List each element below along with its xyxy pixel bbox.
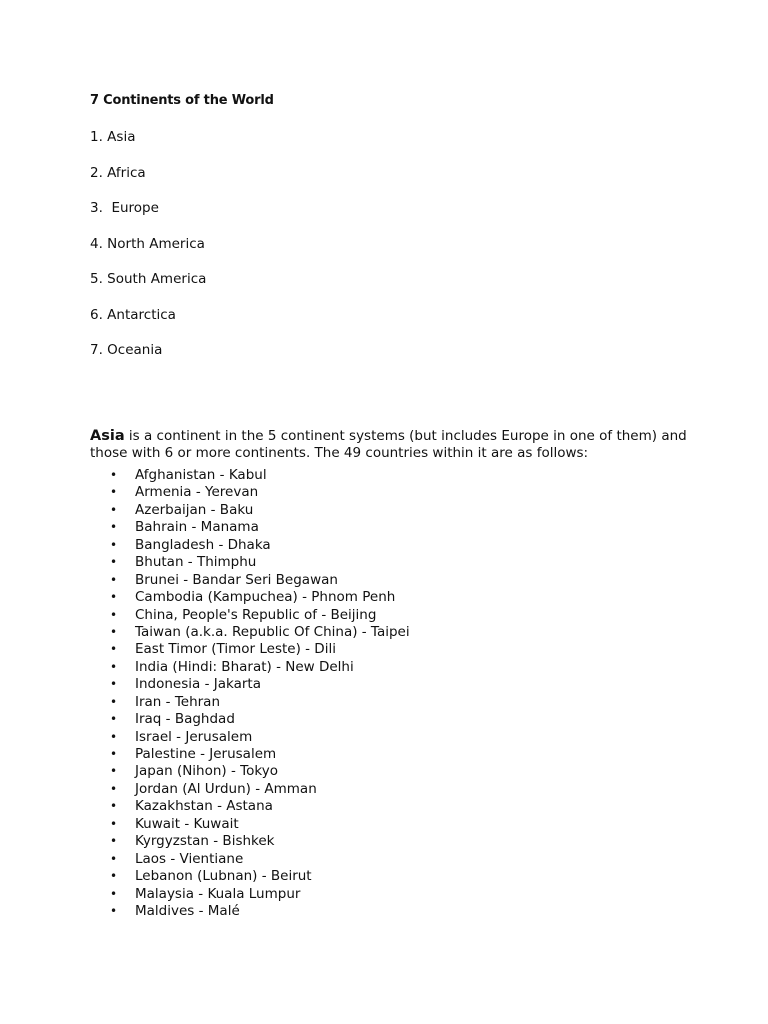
continent-item: 1. Asia (90, 129, 136, 145)
country-capital-text: Israel - Jerusalem (135, 728, 253, 745)
bullet-icon: • (110, 903, 118, 918)
country-capital-text: Bhutan - Thimphu (135, 554, 257, 571)
continent-item: 7. Oceania (90, 342, 163, 358)
country-capital-text: China, People's Republic of - Beijing (135, 606, 377, 623)
bullet-icon: • (110, 781, 118, 796)
country-capital-text: Armenia - Yerevan (135, 484, 259, 501)
bullet-icon: • (110, 659, 118, 674)
country-capital-text: Indonesia - Jakarta (135, 676, 261, 693)
country-capital-text: Taiwan (a.k.a. Republic Of China) - Taipei (135, 623, 410, 640)
country-capital-text: Bangladesh - Dhaka (135, 536, 271, 553)
bullet-icon: • (110, 520, 118, 535)
bullet-icon: • (110, 624, 118, 639)
asia-intro-text: is a continent in the 5 continent systems (but includes Europe in one of them) and those with 6 or more continents. The 49 countries within it are as follows: (90, 427, 687, 461)
bullet-icon: • (110, 886, 118, 901)
bullet-icon: • (110, 502, 118, 517)
bullet-icon: • (110, 712, 118, 727)
country-capital-text: Brunei - Bandar Seri Begawan (135, 571, 338, 588)
country-capital-text: Afghanistan - Kabul (135, 467, 267, 483)
country-capital-text: India (Hindi: Bharat) - New Delhi (135, 658, 354, 675)
bullet-icon: • (110, 851, 118, 866)
bullet-icon: • (110, 694, 118, 709)
bullet-icon: • (110, 816, 118, 831)
country-capital-text: East Timor (Timor Leste) - Dili (135, 641, 336, 658)
bullet-icon: • (110, 677, 118, 692)
bullet-icon: • (110, 747, 118, 761)
bullet-icon: • (110, 555, 118, 570)
bullet-icon: • (110, 729, 118, 744)
bullet-icon: • (110, 764, 118, 779)
continent-list (90, 129, 206, 378)
bullet-icon: • (110, 485, 118, 500)
country-capital-text: Palestine - Jerusalem (135, 746, 277, 762)
bullet-icon: • (110, 834, 118, 849)
continent-item: 2. Africa (90, 164, 146, 181)
country-capital-text: Kuwait - Kuwait (135, 815, 239, 832)
bullet-icon: • (110, 468, 118, 482)
continent-item: 4. North America (90, 235, 205, 252)
bullet-icon: • (110, 537, 118, 552)
country-capital-text: Kazakhstan - Astana (135, 798, 273, 815)
country-capital-text: Malaysia - Kuala Lumpur (135, 885, 301, 902)
country-capital-text: Japan (Nihon) - Tokyo (135, 763, 278, 780)
country-capital-text: Lebanon (Lubnan) - Beirut (135, 868, 312, 885)
asia-term: Asia (90, 427, 125, 444)
asia-intro-paragraph (90, 428, 690, 463)
bullet-icon: • (110, 572, 118, 587)
country-capital-text: Iran - Tehran (135, 693, 221, 710)
country-capital-text: Jordan (Al Urdun) - Amman (135, 780, 317, 797)
country-capital-text: Maldives - Malé (135, 902, 240, 919)
document-title: 7 Continents of the World (90, 93, 274, 108)
bullet-icon: • (110, 869, 118, 884)
continent-item: 6. Antarctica (90, 306, 176, 323)
bullet-icon: • (110, 590, 118, 605)
country-capital-text: Bahrain - Manama (135, 519, 259, 536)
bullet-icon: • (110, 607, 118, 622)
country-capital-text: Azerbaijan - Baku (135, 501, 254, 518)
continent-item: 3. Europe (90, 200, 159, 216)
bullet-icon: • (110, 642, 118, 657)
bullet-icon: • (110, 799, 118, 814)
country-capital-text: Kyrgyzstan - Bishkek (135, 833, 275, 850)
country-capital-text: Iraq - Baghdad (135, 711, 235, 728)
country-capital-text: Laos - Vientiane (135, 850, 244, 867)
continent-item: 5. South America (90, 271, 207, 287)
country-capital-text: Cambodia (Kampuchea) - Phnom Penh (135, 589, 396, 606)
